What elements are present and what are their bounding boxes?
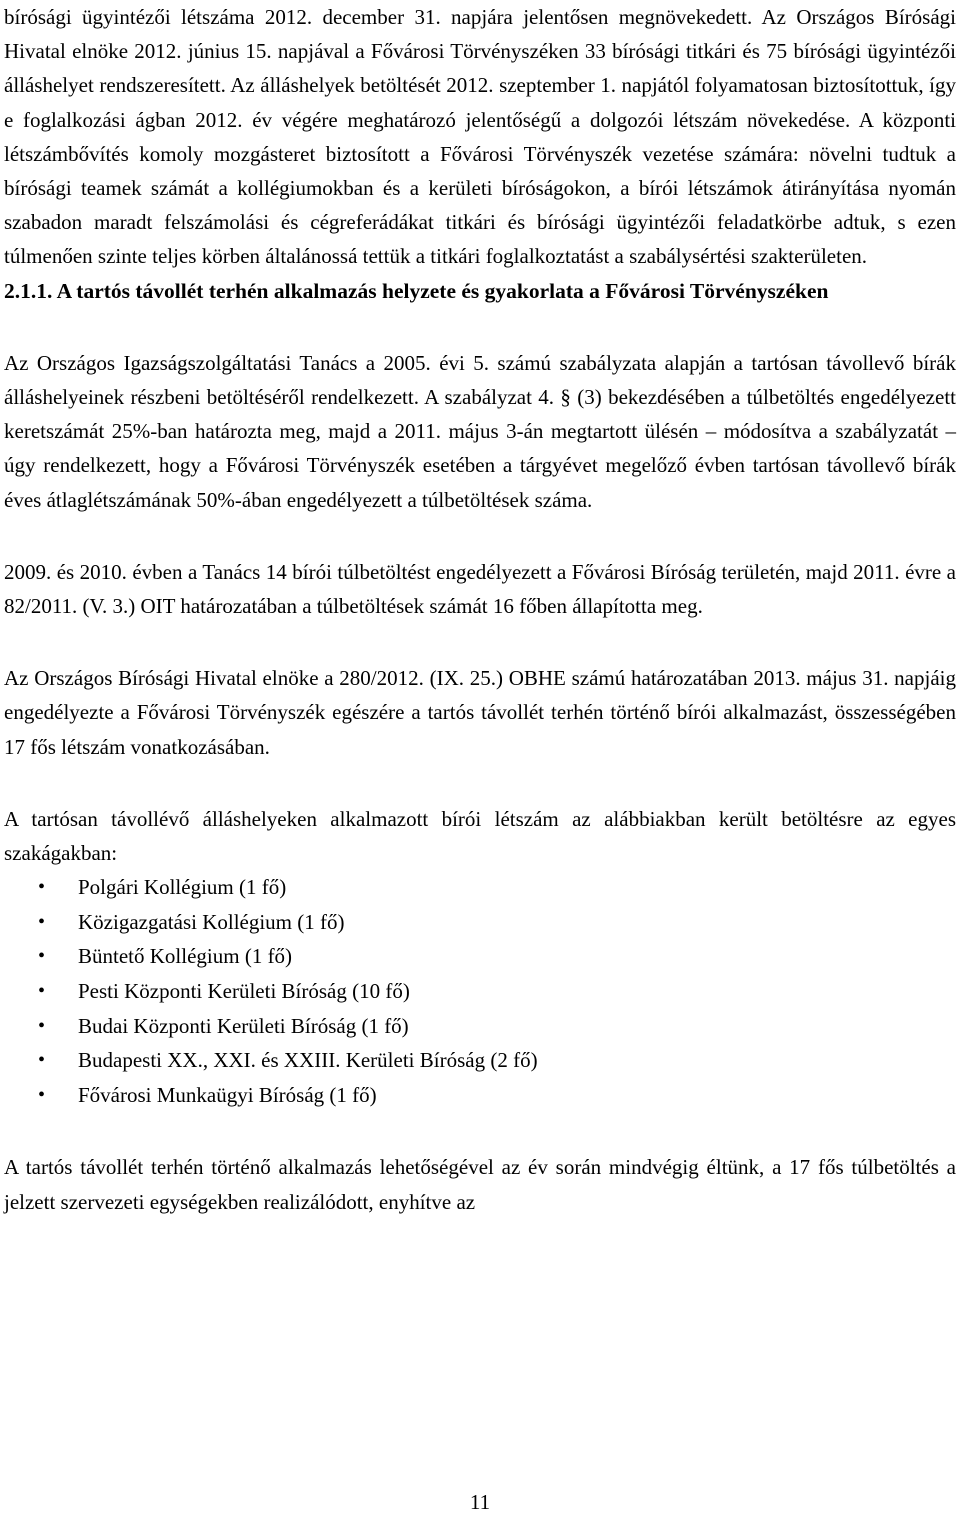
list-item	[4, 974, 956, 1009]
paragraph-oit-regulation: Az Országos Igazságszolgáltatási Tanács a 2005. évi 5. számú szabályzata alapján a tartósan távollevő bírák álláshelyeinek részbeni betöltéséről rendelkezett. A szabályzat 4. § (3) bekezdésében a túlbetöltés engedélyezett keretszámát 25%-ban határozta meg, majd a 2011. május 3-án megtartott ülésén – módosítva a szabályzatát – úgy rendelkezett, hogy a Fővárosi Törvényszék esetében a tárgyévet megelőző évben tartósan távollevő bírák éves átlaglétszámának 50%-ában engedélyezett a túlbetöltések száma.	[4, 350, 956, 512]
paragraph-branch-intro: A tartósan távollévő álláshelyeken alkalmazott bírói létszám az alábbiakban került betöltésre az egyes szakágakban:	[4, 806, 956, 866]
list-item	[4, 870, 956, 905]
document-page	[4, 0, 956, 1219]
list-item	[4, 1009, 956, 1044]
paragraph-overstaffing-summary: A tartós távollét terhén történő alkalmazás lehetőségével az év során mindvégig éltünk, a 17 fős túlbetöltés a jelzett szervezeti egységekben realizálódott, enyhítve az	[4, 1155, 956, 1214]
branch-list	[4, 870, 956, 1112]
list-item	[4, 1043, 956, 1078]
bullet-icon: •	[38, 876, 46, 899]
list-item-text: Polgári Kollégium (1 fő)	[78, 875, 287, 900]
paragraph-overstaffing-2009-2011: 2009. és 2010. évben a Tanács 14 bírói túlbetöltést engedélyezett a Fővárosi Bíróság területén, majd 2011. évre a 82/2011. (V. 3.) OIT határozatában a túlbetöltések számát 16 főben állapította meg.	[4, 559, 956, 619]
bullet-icon: •	[38, 1049, 46, 1072]
list-item-text: Pesti Központi Kerületi Bíróság (10 fő)	[78, 979, 410, 1004]
list-item-text: Fővárosi Munkaügyi Bíróság (1 fő)	[78, 1082, 377, 1107]
section-heading: 2.1.1. A tartós távollét terhén alkalmazás helyzete és gyakorlata a Fővárosi Törvényszéken	[4, 278, 829, 303]
list-item-text: Büntető Kollégium (1 fő)	[78, 944, 293, 969]
bullet-icon: •	[38, 1083, 46, 1106]
paragraph-obhe-resolution: Az Országos Bírósági Hivatal elnöke a 280/2012. (IX. 25.) OBHE számú határozatában 2013. május 31. napjáig engedélyezte a Fővárosi Törvényszék egészére a tartós távollét terhén történő bírói alkalmazást, összességében 17 fős létszám vonatkozásában.	[4, 666, 956, 759]
list-item	[4, 939, 956, 974]
list-item-text: Közigazgatási Kollégium (1 fő)	[78, 909, 345, 934]
bullet-icon: •	[38, 945, 46, 968]
list-item	[4, 1078, 956, 1113]
bullet-icon: •	[38, 910, 46, 933]
bullet-icon: •	[38, 1014, 46, 1037]
list-item	[4, 905, 956, 940]
page-number: 11	[469, 1490, 491, 1514]
list-item-text: Budapesti XX., XXI. és XXIII. Kerületi Bíróság (2 fő)	[78, 1048, 538, 1073]
list-item-text: Budai Központi Kerületi Bíróság (1 fő)	[78, 1013, 409, 1038]
bullet-icon: •	[38, 980, 46, 1003]
paragraph-staff-growth: bírósági ügyintézői létszáma 2012. december 31. napjára jelentősen megnövekedett. Az Országos Bírósági Hivatal elnöke 2012. június 15. napjával a Fővárosi Törvényszéken 33 bírósági titkári és 75 bírósági ügyintézői álláshelyet rendszeresített. Az álláshelyek betöltését 2012. szeptember 1. napjától folyamatosan biztosítottuk, így e foglalkozási ágban 2012. év végére meghatározó jelentőségű a dolgozói létszám növekedése. A központi létszámbővítés komoly mozgásteret biztosított a Fővárosi Törvényszék vezetése számára: növelni tudtuk a bírósági teamek számát a kollégiumokban és a kerületi bíróságokon, a bírói létszámok átirányítása nyomán szabadon maradt felszámolási és cégreferádákat titkári és bírósági ügyintézői feladatkörbe adtuk, s ezen túlmenően szinte teljes körben általánossá tettük a titkári foglalkoztatást a szabálysértési szakterületen.	[4, 5, 956, 269]
